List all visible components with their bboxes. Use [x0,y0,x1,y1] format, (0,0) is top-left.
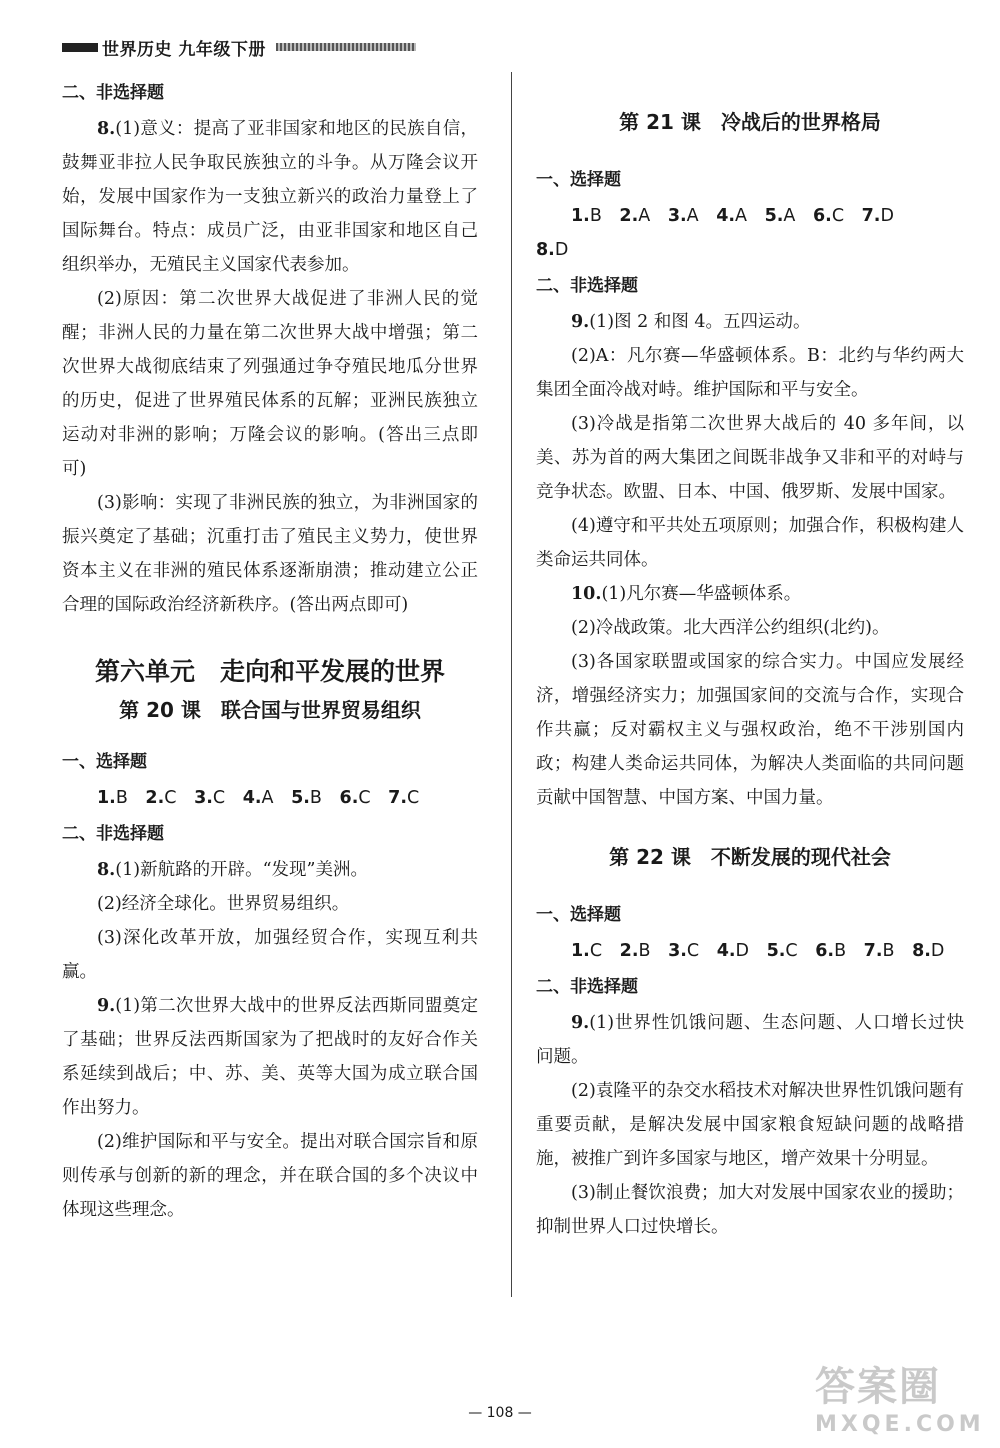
page-number: — 108 — [468,1405,532,1421]
section-heading: 一、选择题 [62,752,147,772]
choice-answers: 1.C 2.B 3.C 4.D 5.C 6.B 7.B 8.D [571,941,945,961]
header-title: 世界历史 九年级下册 [102,39,266,60]
choice-answers: 8.D [536,240,569,260]
choice-answers: 1.B 2.C 3.C 4.A 5.B 6.C 7.C [97,788,420,808]
column-divider [511,72,512,1297]
section-heading: 二、非选择题 [62,83,164,103]
answer-paragraph: (2)冷战政策。北大西洋公约组织(北约)。 [571,618,890,638]
section-heading: 一、选择题 [536,905,621,925]
unit-title: 第六单元 走向和平发展的世界 [94,657,445,686]
answer-paragraph: (4)遵守和平共处五项原则；加强合作，积极构建人类命运共同体。 [536,516,964,570]
watermark-logo: 答案圈 MXQE.COM [815,1364,985,1437]
section-heading: 二、非选择题 [536,977,638,997]
answer-paragraph: (2)原因：第二次世界大战促进了非洲人民的觉醒；非洲人民的力量在第二次世界大战中增强；第二次世界大战彻底结束了列强通过争夺殖民地瓜分世界的历史，促进了世界殖民体系的瓦解；亚洲民族独立运动对非洲的影响；万隆会议的影响。(答出三点即可) [62,289,478,479]
answer-paragraph: (3)冷战是指第二次世界大战后的 40 多年间，以美、苏为首的两大集团之间既非战争又非和平的对峙与竞争状态。欧盟、日本、中国、俄罗斯、发展中国家。 [536,414,964,502]
lesson-title: 第 20 课 联合国与世界贸易组织 [119,698,421,722]
answer-paragraph: (3)制止餐饮浪费；加大对发展中国家农业的援助；抑制世界人口过快增长。 [536,1183,964,1237]
answer-paragraph: 9.(1)第二次世界大战中的世界反法西斯同盟奠定了基础；世界反法西斯国家为了把战时的友好合作关系延续到战后；中、苏、美、英等大国为成立联合国作出努力。 [62,996,478,1118]
answer-paragraph: (3)深化改革开放，加强经贸合作，实现互利共赢。 [62,928,478,982]
right-column [536,106,964,1244]
lesson-title: 第 21 课 冷战后的世界格局 [619,110,881,134]
answer-paragraph: (2)维护国际和平与安全。提出对联合国宗旨和原则传承与创新的新的理念，并在联合国的多个决议中体现这些理念。 [62,1132,478,1220]
answer-paragraph: (3)影响：实现了非洲民族的独立，为非洲国家的振兴奠定了基础；沉重打击了殖民主义势力，使世界资本主义在非洲的殖民体系逐渐崩溃；推动建立公正合理的国际政治经济新秩序。(答出两点即可) [62,493,478,615]
answer-paragraph: 8.(1)意义：提高了亚非国家和地区的民族自信，鼓舞亚非拉人民争取民族独立的斗争。从万隆会议开始，发展中国家作为一支独立新兴的政治力量登上了国际舞台。特点：成员广泛，由亚非国家和地区自己组织举办，无殖民主义国家代表参加。 [62,119,478,275]
answer-paragraph: 9.(1)图 2 和图 4。五四运动。 [571,312,811,332]
header-bar-decoration [62,43,98,52]
section-heading: 二、非选择题 [536,276,638,296]
answer-paragraph: 8.(1)新航路的开辟。“发现”美洲。 [97,860,368,880]
section-heading: 一、选择题 [536,170,621,190]
choice-answers: 1.B 2.A 3.A 4.A 5.A 6.C 7.D [571,206,894,226]
answer-paragraph: (2)经济全球化。世界贸易组织。 [97,894,350,914]
left-column [62,74,478,1227]
answer-paragraph: (2)袁隆平的杂交水稻技术对解决世界性饥饿问题有重要贡献，是解决发展中国家粮食短缺问题的战略措施，被推广到许多国家与地区，增产效果十分明显。 [536,1081,964,1169]
answer-paragraph: 9.(1)世界性饥饿问题、生态问题、人口增长过快问题。 [536,1013,964,1067]
answer-paragraph: 10.(1)凡尔赛—华盛顿体系。 [571,584,802,604]
section-heading: 二、非选择题 [62,824,164,844]
answer-paragraph: (3)各国家联盟或国家的综合实力。中国应发展经济，增强经济实力；加强国家间的交流与合作，实现合作共赢；反对霸权主义与强权政治，绝不干涉别国内政；构建人类命运共同体，为解决人类面临的共同问题贡献中国智慧、中国方案、中国力量。 [536,652,964,808]
answer-paragraph: (2)A：凡尔赛—华盛顿体系。B：北约与华约两大集团全面冷战对峙。维护国际和平与安全。 [536,346,964,400]
header-stripe-decoration [276,43,416,51]
lesson-title: 第 22 课 不断发展的现代社会 [609,845,891,869]
running-header [62,36,416,58]
